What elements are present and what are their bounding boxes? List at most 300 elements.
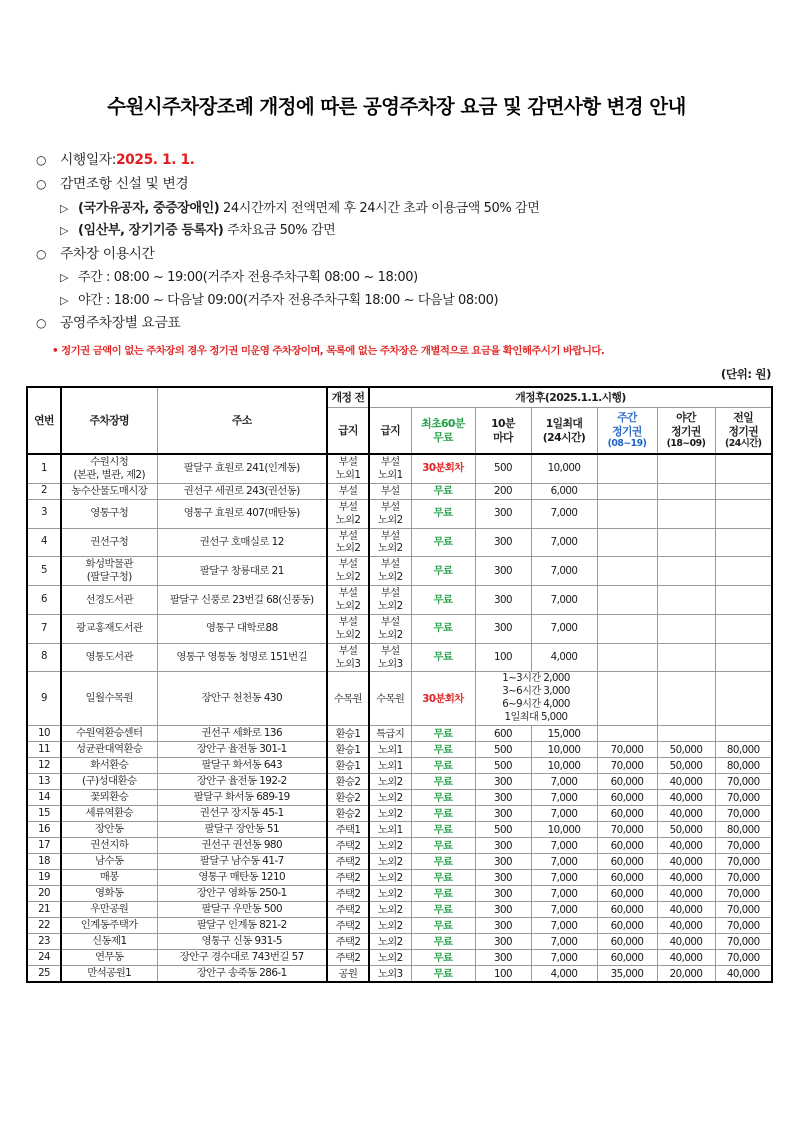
cell-pass-day: 60,000 bbox=[597, 790, 657, 806]
cell-seq: 3 bbox=[27, 499, 61, 528]
cell-seq: 10 bbox=[27, 726, 61, 742]
cell-parking-name bbox=[61, 643, 157, 672]
col-header-name: 주차장명 bbox=[61, 387, 157, 454]
cell-first60-fee: 무료 bbox=[411, 586, 475, 615]
cell-pass-day bbox=[597, 557, 657, 586]
cell-seq: 20 bbox=[27, 886, 61, 902]
parking-name-sub: (본관, 별관, 제2) bbox=[73, 468, 146, 481]
grade-new-line2: 노외2 bbox=[377, 513, 403, 526]
cell-first60-fee: 무료 bbox=[411, 854, 475, 870]
col-header-pass-day-line3: (08~19) bbox=[607, 438, 647, 450]
cell-grade-new bbox=[369, 886, 411, 902]
info-item-label: 주차장 이용시간 bbox=[60, 245, 155, 262]
grade-old-line1: 수목원 bbox=[333, 692, 363, 705]
parking-name-main: 선경도서관 bbox=[85, 593, 133, 606]
bullet-circle-icon: ○ bbox=[36, 316, 47, 331]
table-row bbox=[27, 966, 772, 983]
group-header-before: 개정 전 bbox=[327, 387, 369, 408]
table-row bbox=[27, 774, 772, 790]
grade-new-line1: 노외2 bbox=[377, 903, 403, 916]
cell-pass-night: 50,000 bbox=[657, 758, 715, 774]
cell-parking-name bbox=[61, 726, 157, 742]
cell-grade-new bbox=[369, 615, 411, 644]
bullet-circle-icon: ○ bbox=[36, 177, 47, 192]
grade-old-line1: 주택2 bbox=[335, 887, 361, 900]
grade-new-line1: 부설 bbox=[380, 587, 400, 600]
cell-daymax-fee: 7,000 bbox=[531, 528, 597, 557]
cell-per10-fee: 300 bbox=[475, 870, 531, 886]
grade-new-line1: 부설 bbox=[380, 456, 400, 469]
cell-parking-name bbox=[61, 918, 157, 934]
info-subitem-2-1 bbox=[36, 199, 793, 220]
parking-name-main: 농수산물도매시장 bbox=[71, 484, 148, 497]
info-item-label: 시행일자: bbox=[60, 152, 116, 169]
cell-address: 장안구 영화동 250-1 bbox=[157, 886, 327, 902]
cell-pass-night: 40,000 bbox=[657, 886, 715, 902]
grade-new-line1: 노외2 bbox=[377, 807, 403, 820]
cell-pass-day: 60,000 bbox=[597, 854, 657, 870]
grade-old-line1: 부설 bbox=[338, 644, 358, 657]
cell-per10-fee: 300 bbox=[475, 499, 531, 528]
cell-grade-new bbox=[369, 790, 411, 806]
grade-old-line2: 노외1 bbox=[335, 468, 361, 481]
cell-pass-night bbox=[657, 499, 715, 528]
cell-daymax-fee: 10,000 bbox=[531, 822, 597, 838]
grade-old-line1: 주택2 bbox=[335, 839, 361, 852]
cell-pass-night bbox=[657, 672, 715, 726]
parking-name-main: 화성박물관 bbox=[85, 558, 133, 571]
cell-grade-new bbox=[369, 902, 411, 918]
grade-old-line2: 노외3 bbox=[335, 657, 361, 670]
cell-pass-full: 70,000 bbox=[715, 950, 772, 966]
cell-seq: 2 bbox=[27, 483, 61, 499]
table-row bbox=[27, 586, 772, 615]
info-subitem-text: (국가유공자, 중증장애인) 24시간까지 전액면제 후 24시간 초과 이용금액 50% 감면 bbox=[78, 200, 540, 216]
cell-daymax-fee: 7,000 bbox=[531, 854, 597, 870]
parking-name-main: (구)성대환승 bbox=[82, 775, 137, 788]
cell-first60-fee: 무료 bbox=[411, 557, 475, 586]
parking-name-main: 광교홍재도서관 bbox=[76, 622, 143, 635]
table-row bbox=[27, 886, 772, 902]
cell-pass-day: 60,000 bbox=[597, 918, 657, 934]
table-row bbox=[27, 902, 772, 918]
cell-seq: 16 bbox=[27, 822, 61, 838]
cell-address: 장안구 천천동 430 bbox=[157, 672, 327, 726]
cell-pass-night: 40,000 bbox=[657, 790, 715, 806]
info-item-1 bbox=[36, 150, 793, 171]
table-row bbox=[27, 615, 772, 644]
table-row bbox=[27, 838, 772, 854]
cell-first60-fee: 무료 bbox=[411, 886, 475, 902]
cell-address: 권선구 호매실로 12 bbox=[157, 528, 327, 557]
grade-old-line1: 환승2 bbox=[335, 775, 361, 788]
col-header-pass-night bbox=[657, 408, 715, 454]
cell-address: 권선구 장지동 45-1 bbox=[157, 806, 327, 822]
grade-new-line1: 노외2 bbox=[377, 871, 403, 884]
info-item-label: 감면조항 신설 및 변경 bbox=[60, 176, 189, 193]
col-header-grade-old: 급지 bbox=[327, 408, 369, 454]
cell-grade-new bbox=[369, 966, 411, 983]
cell-pass-full: 70,000 bbox=[715, 806, 772, 822]
cell-seq: 21 bbox=[27, 902, 61, 918]
info-subitem-emphasis: (국가유공자, 중증장애인) bbox=[78, 200, 220, 216]
cell-seq: 25 bbox=[27, 966, 61, 983]
col-header-seq: 연번 bbox=[27, 387, 61, 454]
cell-pass-full: 70,000 bbox=[715, 790, 772, 806]
cell-daymax-fee: 7,000 bbox=[531, 499, 597, 528]
cell-per10-fee: 300 bbox=[475, 557, 531, 586]
table-row bbox=[27, 854, 772, 870]
table-row bbox=[27, 557, 772, 586]
cell-address: 권선구 세화로 136 bbox=[157, 726, 327, 742]
table-row bbox=[27, 758, 772, 774]
page-title: 수원시주차장조례 개정에 따른 공영주차장 요금 및 감면사항 변경 안내 bbox=[107, 95, 686, 119]
cell-grade-old bbox=[327, 822, 369, 838]
cell-address: 장안구 율전동 192-2 bbox=[157, 774, 327, 790]
cell-daymax-fee: 10,000 bbox=[531, 758, 597, 774]
cell-address: 장안구 경수대로 743번길 57 bbox=[157, 950, 327, 966]
fee-table-head bbox=[27, 387, 772, 454]
cell-pass-night: 40,000 bbox=[657, 774, 715, 790]
parking-name-sub: (팔달구청) bbox=[86, 571, 132, 584]
cell-pass-night bbox=[657, 586, 715, 615]
parking-name-main: 장안동 bbox=[95, 823, 124, 836]
cell-pass-night bbox=[657, 483, 715, 499]
cell-parking-name bbox=[61, 854, 157, 870]
cell-grade-new bbox=[369, 643, 411, 672]
cell-daymax-fee: 7,000 bbox=[531, 870, 597, 886]
cell-per10-fee: 500 bbox=[475, 758, 531, 774]
cell-seq: 5 bbox=[27, 557, 61, 586]
fee-table-body bbox=[27, 454, 772, 983]
table-row bbox=[27, 806, 772, 822]
info-bullet-list bbox=[0, 150, 793, 335]
cell-seq: 17 bbox=[27, 838, 61, 854]
cell-per10-fee: 300 bbox=[475, 934, 531, 950]
bullet-circle-icon: ○ bbox=[36, 246, 47, 261]
grade-new-line2: 노외2 bbox=[377, 600, 403, 613]
cell-address: 영통구 대학로88 bbox=[157, 615, 327, 644]
cell-seq: 6 bbox=[27, 586, 61, 615]
parking-name-main: 영통도서관 bbox=[85, 651, 133, 664]
cell-grade-old bbox=[327, 854, 369, 870]
cell-daymax-fee: 4,000 bbox=[531, 966, 597, 983]
cell-daymax-fee: 10,000 bbox=[531, 454, 597, 484]
cell-address: 팔달구 화서동 689-19 bbox=[157, 790, 327, 806]
cell-seq: 4 bbox=[27, 528, 61, 557]
cell-grade-old bbox=[327, 742, 369, 758]
grade-old-line1: 환승1 bbox=[335, 727, 361, 740]
cell-tiered-fee bbox=[475, 672, 597, 726]
cell-seq: 19 bbox=[27, 870, 61, 886]
table-row bbox=[27, 483, 772, 499]
cell-per10-fee: 500 bbox=[475, 822, 531, 838]
cell-daymax-fee: 7,000 bbox=[531, 950, 597, 966]
tiered-fee-line: 1일최대 5,000 bbox=[504, 711, 568, 723]
grade-old-line1: 주택2 bbox=[335, 919, 361, 932]
cell-address: 팔달구 남수동 41-7 bbox=[157, 854, 327, 870]
parking-name-main: 우만공원 bbox=[90, 903, 129, 916]
cell-first60-fee: 무료 bbox=[411, 902, 475, 918]
cell-pass-night: 40,000 bbox=[657, 806, 715, 822]
cell-pass-day bbox=[597, 643, 657, 672]
cell-grade-old bbox=[327, 790, 369, 806]
table-row bbox=[27, 742, 772, 758]
cell-pass-full bbox=[715, 726, 772, 742]
grade-new-line1: 노외2 bbox=[377, 775, 403, 788]
cell-pass-full bbox=[715, 672, 772, 726]
cell-grade-new bbox=[369, 672, 411, 726]
cell-per10-fee: 200 bbox=[475, 483, 531, 499]
cell-seq: 22 bbox=[27, 918, 61, 934]
col-header-first60-line1: 최초60분 bbox=[421, 417, 465, 431]
cell-first60-fee: 무료 bbox=[411, 758, 475, 774]
cell-parking-name bbox=[61, 886, 157, 902]
cell-pass-day: 60,000 bbox=[597, 838, 657, 854]
cell-first60-fee: 무료 bbox=[411, 918, 475, 934]
grade-new-line1: 노외2 bbox=[377, 887, 403, 900]
grade-old-line1: 부설 bbox=[338, 456, 358, 469]
col-header-pass-night-line1: 야간 bbox=[676, 411, 696, 425]
cell-address: 권선구 세권로 243(권선동) bbox=[157, 483, 327, 499]
info-subitem-text: 주간 : 08:00 ~ 19:00(거주자 전용주차구획 08:00 ~ 18:00) bbox=[78, 270, 418, 286]
cell-parking-name bbox=[61, 615, 157, 644]
group-header-after: 개정후(2025.1.1.시행) bbox=[369, 387, 772, 408]
cell-parking-name bbox=[61, 902, 157, 918]
table-row bbox=[27, 790, 772, 806]
cell-pass-day bbox=[597, 726, 657, 742]
cell-first60-fee: 무료 bbox=[411, 742, 475, 758]
info-subitem-emphasis: (임산부, 장기기증 등록자) bbox=[78, 223, 224, 239]
cell-grade-old bbox=[327, 643, 369, 672]
cell-pass-night: 40,000 bbox=[657, 870, 715, 886]
cell-first60-fee: 무료 bbox=[411, 966, 475, 983]
document-page bbox=[0, 13, 793, 1135]
grade-new-line1: 노외2 bbox=[377, 919, 403, 932]
cell-parking-name bbox=[61, 838, 157, 854]
cell-first60-fee: 30분회차 bbox=[411, 672, 475, 726]
cell-daymax-fee: 15,000 bbox=[531, 726, 597, 742]
parking-name-main: 권선구청 bbox=[90, 535, 129, 548]
grade-old-line1: 부설 bbox=[338, 587, 358, 600]
parking-name-main: 영통구청 bbox=[90, 507, 129, 520]
table-row bbox=[27, 454, 772, 484]
cell-address: 팔달구 장안동 51 bbox=[157, 822, 327, 838]
grade-old-line1: 환승1 bbox=[335, 759, 361, 772]
parking-name-main: 화서환승 bbox=[90, 759, 129, 772]
grade-new-line1: 노외3 bbox=[377, 967, 403, 980]
grade-old-line1: 부설 bbox=[338, 484, 358, 497]
grade-old-line1: 부설 bbox=[338, 529, 358, 542]
cell-daymax-fee: 7,000 bbox=[531, 790, 597, 806]
grade-old-line1: 주택2 bbox=[335, 871, 361, 884]
parking-name-main: 일월수목원 bbox=[85, 692, 133, 705]
col-header-addr: 주소 bbox=[157, 387, 327, 454]
cell-pass-day bbox=[597, 586, 657, 615]
cell-grade-old bbox=[327, 838, 369, 854]
cell-pass-day bbox=[597, 672, 657, 726]
cell-address: 권선구 권선동 980 bbox=[157, 838, 327, 854]
cell-pass-day: 60,000 bbox=[597, 934, 657, 950]
grade-new-line1: 부설 bbox=[380, 484, 400, 497]
parking-name-main: 권선지하 bbox=[90, 839, 129, 852]
cell-first60-fee: 무료 bbox=[411, 934, 475, 950]
cell-grade-new bbox=[369, 454, 411, 484]
cell-first60-fee: 무료 bbox=[411, 774, 475, 790]
cell-parking-name bbox=[61, 528, 157, 557]
grade-new-line1: 노외2 bbox=[377, 839, 403, 852]
cell-pass-night: 40,000 bbox=[657, 918, 715, 934]
col-header-first60-line2: 무료 bbox=[433, 430, 453, 444]
grade-old-line2: 노외2 bbox=[335, 571, 361, 584]
cell-pass-night bbox=[657, 726, 715, 742]
cell-grade-old bbox=[327, 886, 369, 902]
cell-per10-fee: 300 bbox=[475, 838, 531, 854]
cell-address: 팔달구 신풍로 23번길 68(신풍동) bbox=[157, 586, 327, 615]
cell-grade-new bbox=[369, 918, 411, 934]
grade-new-line2: 노외1 bbox=[377, 468, 403, 481]
cell-parking-name bbox=[61, 454, 157, 484]
cell-parking-name bbox=[61, 934, 157, 950]
table-row bbox=[27, 870, 772, 886]
grade-new-line1: 노외1 bbox=[377, 823, 403, 836]
cell-pass-day bbox=[597, 454, 657, 484]
cell-seq: 13 bbox=[27, 774, 61, 790]
info-item-2 bbox=[36, 174, 793, 195]
cell-daymax-fee: 7,000 bbox=[531, 838, 597, 854]
cell-per10-fee: 300 bbox=[475, 902, 531, 918]
cell-pass-night: 40,000 bbox=[657, 902, 715, 918]
cell-pass-night: 40,000 bbox=[657, 854, 715, 870]
cell-grade-new bbox=[369, 870, 411, 886]
cell-pass-night: 50,000 bbox=[657, 822, 715, 838]
bullet-circle-icon: ○ bbox=[36, 153, 47, 168]
cell-grade-old bbox=[327, 672, 369, 726]
info-subitem-text: 야간 : 18:00 ~ 다음날 09:00(거주자 전용주차구획 18:00 ~ 다음날 08:00) bbox=[78, 292, 499, 308]
table-row bbox=[27, 499, 772, 528]
col-header-pass-full-line2: 정기권 bbox=[728, 424, 759, 438]
cell-daymax-fee: 7,000 bbox=[531, 886, 597, 902]
cell-address: 영통구 영통동 청명로 151번길 bbox=[157, 643, 327, 672]
grade-new-line1: 노외1 bbox=[377, 759, 403, 772]
cell-pass-full bbox=[715, 483, 772, 499]
cell-pass-full: 70,000 bbox=[715, 918, 772, 934]
cell-pass-day: 70,000 bbox=[597, 742, 657, 758]
table-row bbox=[27, 950, 772, 966]
grade-old-line1: 주택1 bbox=[335, 823, 361, 836]
cell-per10-fee: 300 bbox=[475, 950, 531, 966]
cell-per10-fee: 300 bbox=[475, 528, 531, 557]
cell-pass-night bbox=[657, 528, 715, 557]
tiered-fee-line: 1~3시간 2,000 bbox=[502, 673, 570, 685]
cell-daymax-fee: 10,000 bbox=[531, 742, 597, 758]
cell-grade-old bbox=[327, 528, 369, 557]
cell-per10-fee: 600 bbox=[475, 726, 531, 742]
cell-seq: 1 bbox=[27, 454, 61, 484]
grade-new-line1: 노외2 bbox=[377, 791, 403, 804]
cell-grade-new bbox=[369, 774, 411, 790]
grade-new-line2: 노외2 bbox=[377, 571, 403, 584]
cell-pass-night bbox=[657, 615, 715, 644]
cell-per10-fee: 300 bbox=[475, 774, 531, 790]
parking-name-main: 수원시청 bbox=[90, 455, 129, 468]
cell-parking-name bbox=[61, 499, 157, 528]
cell-grade-old bbox=[327, 726, 369, 742]
cell-first60-fee: 무료 bbox=[411, 806, 475, 822]
table-row bbox=[27, 528, 772, 557]
cell-seq: 18 bbox=[27, 854, 61, 870]
cell-pass-night: 40,000 bbox=[657, 838, 715, 854]
info-subitem-3-2 bbox=[36, 291, 793, 312]
grade-old-line1: 공원 bbox=[338, 967, 358, 980]
grade-new-line1: 노외2 bbox=[377, 855, 403, 868]
grade-old-line1: 주택2 bbox=[335, 903, 361, 916]
cell-pass-night: 50,000 bbox=[657, 742, 715, 758]
cell-pass-day: 60,000 bbox=[597, 886, 657, 902]
cell-pass-day: 35,000 bbox=[597, 966, 657, 983]
cell-first60-fee: 30분회차 bbox=[411, 454, 475, 484]
grade-new-line1: 노외1 bbox=[377, 743, 403, 756]
cell-first60-fee: 무료 bbox=[411, 483, 475, 499]
parking-name-main: 남수동 bbox=[95, 855, 124, 868]
cell-pass-night bbox=[657, 454, 715, 484]
info-item-3 bbox=[36, 244, 793, 265]
info-subitem-2-2 bbox=[36, 221, 793, 242]
cell-daymax-fee: 7,000 bbox=[531, 806, 597, 822]
cell-pass-night bbox=[657, 643, 715, 672]
triangle-bullet-icon: ▷ bbox=[60, 224, 69, 238]
cell-pass-full: 40,000 bbox=[715, 966, 772, 983]
cell-address: 장안구 송죽동 286-1 bbox=[157, 966, 327, 983]
cell-pass-full bbox=[715, 643, 772, 672]
grade-new-line2: 노외2 bbox=[377, 542, 403, 555]
cell-grade-new bbox=[369, 483, 411, 499]
cell-pass-full: 70,000 bbox=[715, 934, 772, 950]
cell-address: 팔달구 화서동 643 bbox=[157, 758, 327, 774]
cell-parking-name bbox=[61, 950, 157, 966]
table-row bbox=[27, 934, 772, 950]
grade-old-line1: 주택2 bbox=[335, 855, 361, 868]
table-row bbox=[27, 918, 772, 934]
cell-address: 팔달구 인계동 821-2 bbox=[157, 918, 327, 934]
parking-name-main: 매봉 bbox=[99, 871, 119, 884]
info-subitem-3-1 bbox=[36, 268, 793, 289]
cell-parking-name bbox=[61, 870, 157, 886]
cell-first60-fee: 무료 bbox=[411, 790, 475, 806]
cell-grade-old bbox=[327, 934, 369, 950]
cell-first60-fee: 무료 bbox=[411, 499, 475, 528]
cell-pass-full: 70,000 bbox=[715, 854, 772, 870]
cell-pass-night bbox=[657, 557, 715, 586]
cell-parking-name bbox=[61, 806, 157, 822]
parking-name-main: 신동제1 bbox=[91, 935, 127, 948]
cell-grade-old bbox=[327, 774, 369, 790]
cell-address: 팔달구 창룡대로 21 bbox=[157, 557, 327, 586]
grade-new-line1: 수목원 bbox=[376, 692, 405, 705]
cell-grade-old bbox=[327, 966, 369, 983]
table-row bbox=[27, 643, 772, 672]
parking-name-main: 만석공원1 bbox=[87, 967, 132, 980]
grade-old-line1: 환승1 bbox=[335, 743, 361, 756]
parking-name-main: 세류역환승 bbox=[85, 807, 133, 820]
cell-seq: 7 bbox=[27, 615, 61, 644]
parking-name-main: 수원역환승센터 bbox=[76, 727, 143, 740]
cell-first60-fee: 무료 bbox=[411, 615, 475, 644]
col-header-per10-line2: 마다 bbox=[493, 430, 513, 444]
cell-per10-fee: 100 bbox=[475, 643, 531, 672]
cell-pass-full: 80,000 bbox=[715, 758, 772, 774]
cell-grade-new bbox=[369, 950, 411, 966]
